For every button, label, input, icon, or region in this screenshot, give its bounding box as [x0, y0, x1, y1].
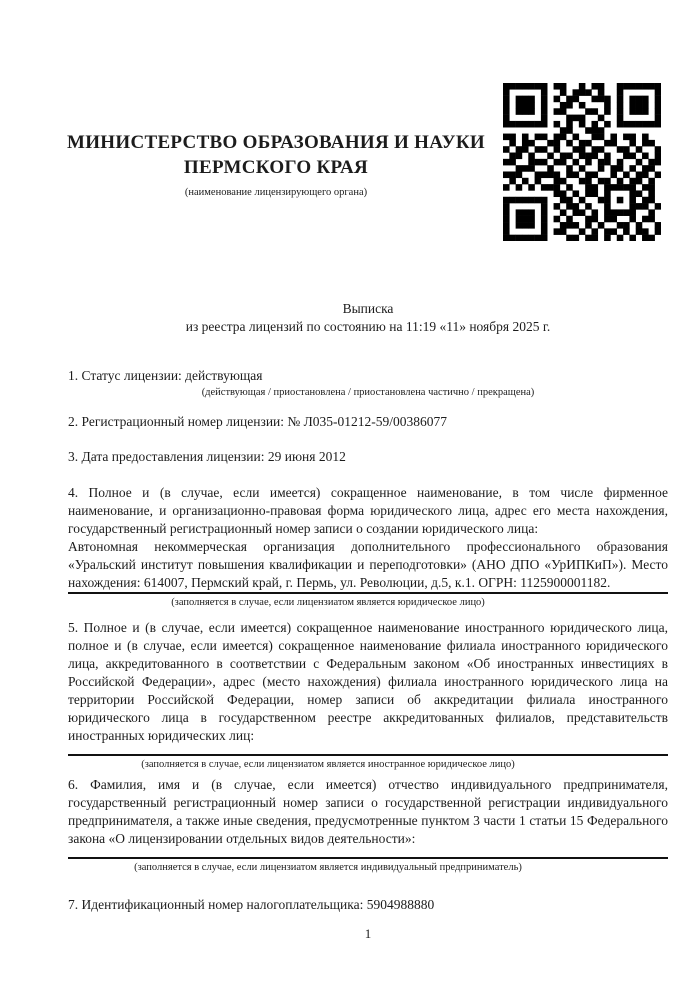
ministry-name-line1: МИНИСТЕРСТВО ОБРАЗОВАНИЯ И НАУКИ [66, 132, 486, 153]
foreign-entity-caption: (заполняется в случае, если лицензиатом является иностранное юридическое лицо) [141, 759, 515, 770]
title-line1: Выписка [342, 301, 394, 316]
item-legal-entity [68, 484, 668, 609]
item-registration-number [68, 413, 668, 431]
item-foreign-entity [68, 619, 668, 771]
license-status-text: 1. Статус лицензии: действующая [68, 368, 263, 383]
taxpayer-number-text: 7. Идентификационный номер налогоплательщика: 5904988880 [68, 897, 435, 912]
legal-entity-value: Автономная некоммерческая организация дополнительного профессионального образования «Уральский институт повышения квалификации и переподготовки» (АНО ДПО «УрИПКиП»). Место нахождения: 614007, Пермский край, г. Пермь, ул. Революции, д.5, к.1. ОГРН: 1125900001182. [68, 539, 668, 590]
qr-code-icon [503, 83, 661, 241]
underline-rule [68, 754, 668, 756]
ministry-header-caption: (наименование лицензирующего органа) [184, 187, 368, 198]
ministry-name-line2: ПЕРМСКОГО КРАЯ [183, 157, 369, 178]
individual-entrepreneur-label: 6. Фамилия, имя и (в случае, если имеется) отчество индивидуального предпринимателя, государственный регистрационный номер записи о государственной регистрации индивидуального предпринимателя, а также иные сведения, предусмотренные пунктом 3 части 1 статьи 15 Федерального закона «О лицензировании отдельных видов деятельности»: [68, 777, 668, 846]
license-status-caption: (действующая / приостановлена / приостановлена частично / прекращена) [201, 387, 535, 398]
legal-entity-label: 4. Полное и (в случае, если имеется) сокращенное наименование, в том числе фирменное наименование, и организационно-правовая форма юридического лица, адрес его места нахождения, государственный регистрационный номер записи о создании юридического лица: [68, 485, 668, 536]
registration-number-text: 2. Регистрационный номер лицензии: № Л035-01212-59/00386077 [68, 414, 448, 429]
item-license-date [68, 448, 668, 466]
item-taxpayer-number [68, 896, 668, 914]
underline-rule [68, 857, 668, 859]
title-line2: из реестра лицензий по состоянию на 11:19 «11» ноября 2025 г. [185, 319, 551, 334]
document-title [68, 300, 668, 336]
ministry-header [66, 130, 486, 199]
license-date-text: 3. Дата предоставления лицензии: 29 июня 2012 [68, 449, 346, 464]
foreign-entity-label: 5. Полное и (в случае, если имеется) сокращенное наименование иностранного юридического лица, полное и (в случае, если имеется) сокращенное наименование филиала иностранного юридического лица, аккредитованного в соответствии с Федеральным законом «Об иностранных инвестициях в Российской Федерации», адрес (место нахождения) филиала иностранного юридического лица на территории Российской Федерации, номер записи об аккредитации филиала иностранного юридического лица в государственном реестре аккредитованных филиалов, представительств иностранных юридических лиц: [68, 620, 668, 743]
item-license-status [68, 367, 668, 399]
individual-entrepreneur-caption: (заполняется в случае, если лицензиатом является индивидуальный предприниматель) [134, 862, 522, 873]
underline-rule [68, 592, 668, 594]
page-number: 1 [364, 926, 372, 941]
item-individual-entrepreneur [68, 776, 668, 874]
legal-entity-caption: (заполняется в случае, если лицензиатом является юридическое лицо) [171, 597, 485, 608]
